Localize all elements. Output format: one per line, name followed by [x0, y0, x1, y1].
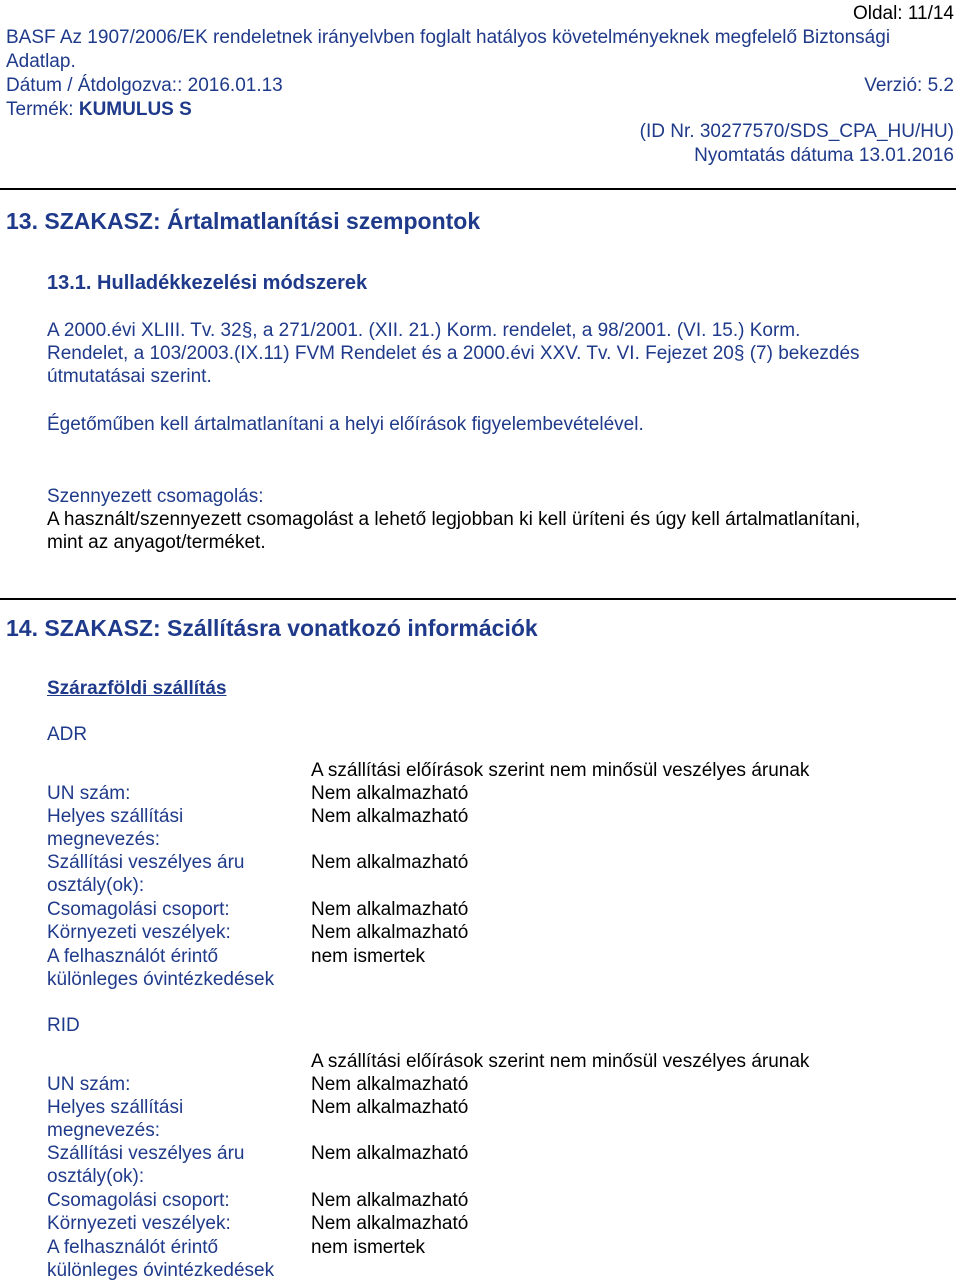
section13-title: 13. SZAKASZ: Ártalmatlanítási szempontok	[6, 208, 481, 234]
land-transport-title: Szárazföldi szállítás	[47, 678, 227, 699]
rid-packing-group-label: Csomagolási csoport:	[47, 1190, 230, 1211]
adr-heading: ADR	[47, 724, 88, 745]
header-title-line2: Adatlap.	[6, 51, 76, 72]
section13-para1-line3: útmutatásai szerint.	[47, 366, 212, 387]
header-version: Verzió: 5.2	[864, 75, 954, 96]
rid-un-label: UN szám:	[47, 1074, 131, 1095]
header-title-line1: BASF Az 1907/2006/EK rendeletnek irányelvben foglalt hatályos követelményeknek megfelelő Biztonsági	[6, 27, 891, 48]
rid-precautions-value: nem ismertek	[311, 1237, 426, 1258]
adr-summary: A szállítási előírások szerint nem minősül veszélyes árunak	[311, 760, 810, 781]
product-label: Termék:	[6, 99, 74, 120]
packaging-text-line2: mint az anyagot/terméket.	[47, 532, 266, 553]
section13-para1-line2: Rendelet, a 103/2003.(IX.11) FVM Rendelet és a 2000.évi XXV. Tv. VI. Fejezet 20§ (7) bekezdés	[47, 343, 860, 364]
header-divider	[0, 188, 956, 190]
rid-heading: RID	[47, 1015, 80, 1036]
rid-class-value: Nem alkalmazható	[311, 1143, 469, 1164]
product-name: KUMULUS S	[78, 99, 192, 120]
adr-precautions-label: A felhasználót érintő különleges óvintézkedések	[47, 946, 275, 990]
adr-env-hazards-label: Környezeti veszélyek:	[47, 922, 231, 943]
section14-title: 14. SZAKASZ: Szállításra vonatkozó információk	[6, 615, 538, 641]
packaging-label: Szennyezett csomagolás:	[47, 486, 264, 507]
rid-shipping-name-value: Nem alkalmazható	[311, 1097, 469, 1118]
section14-divider	[0, 598, 956, 600]
adr-precautions-value: nem ismertek	[311, 946, 426, 967]
adr-un-value: Nem alkalmazható	[311, 783, 469, 804]
adr-shipping-name-value: Nem alkalmazható	[311, 806, 469, 827]
section13-subtitle: 13.1. Hulladékkezelési módszerek	[47, 272, 368, 294]
adr-shipping-name-label: Helyes szállítási megnevezés:	[47, 806, 184, 850]
rid-un-value: Nem alkalmazható	[311, 1074, 469, 1095]
adr-packing-group-value: Nem alkalmazható	[311, 899, 469, 920]
page-number: Oldal: 11/14	[852, 3, 954, 24]
adr-class-value: Nem alkalmazható	[311, 852, 469, 873]
packaging-text-line1: A használt/szennyezett csomagolást a lehető legjobban ki kell üríteni és úgy kell ártalmatlanítani,	[47, 509, 861, 530]
section13-para2: Égetőműben kell ártalmatlanítani a helyi előírások figyelembevételével.	[47, 414, 644, 435]
adr-class-label: Szállítási veszélyes áru osztály(ok):	[47, 852, 245, 896]
header-product	[6, 98, 192, 122]
rid-env-hazards-label: Környezeti veszélyek:	[47, 1213, 231, 1234]
header-print-date: Nyomtatás dátuma 13.01.2016	[694, 145, 954, 166]
adr-packing-group-label: Csomagolási csoport:	[47, 899, 230, 920]
rid-class-label: Szállítási veszélyes áru osztály(ok):	[47, 1143, 245, 1187]
rid-env-hazards-value: Nem alkalmazható	[311, 1213, 469, 1234]
rid-summary: A szállítási előírások szerint nem minősül veszélyes árunak	[311, 1051, 810, 1072]
header-date: Dátum / Átdolgozva:: 2016.01.13	[6, 75, 283, 96]
section13-para1-line1: A 2000.évi XLIII. Tv. 32§, a 271/2001. (XII. 21.) Korm. rendelet, a 98/2001. (VI. 15.) Korm.	[47, 320, 801, 341]
rid-shipping-name-label: Helyes szállítási megnevezés:	[47, 1097, 184, 1141]
header-id: (ID Nr. 30277570/SDS_CPA_HU/HU)	[639, 121, 954, 142]
rid-precautions-label: A felhasználót érintő különleges óvintézkedések	[47, 1237, 275, 1281]
adr-env-hazards-value: Nem alkalmazható	[311, 922, 469, 943]
adr-un-label: UN szám:	[47, 783, 131, 804]
rid-packing-group-value: Nem alkalmazható	[311, 1190, 469, 1211]
